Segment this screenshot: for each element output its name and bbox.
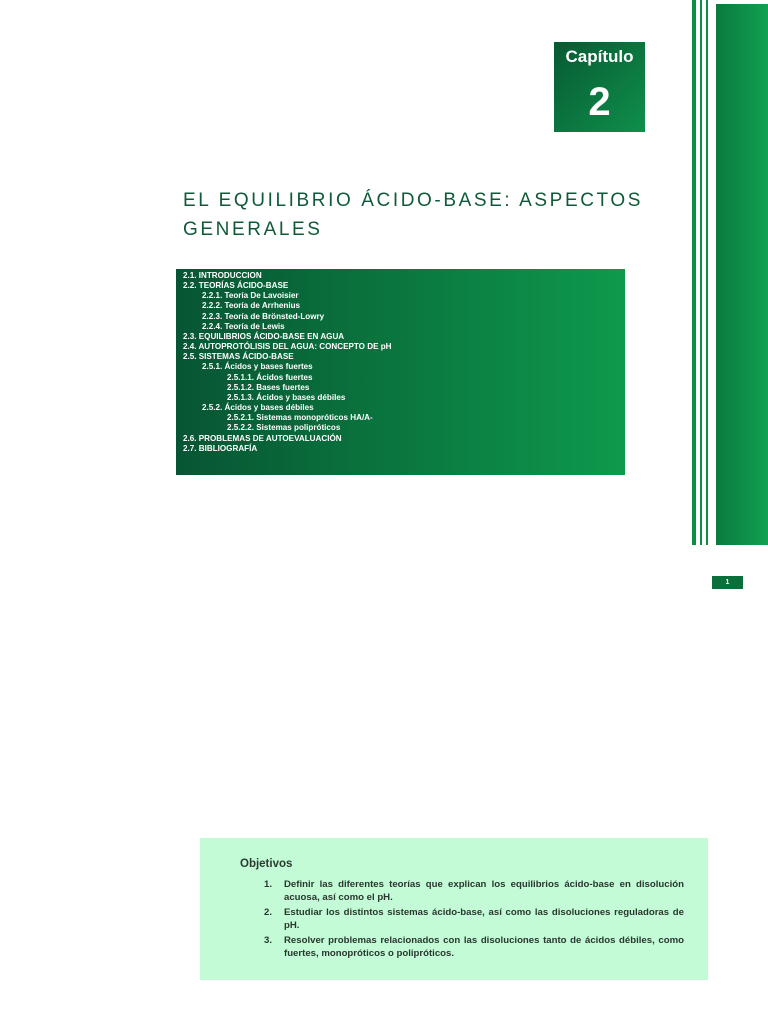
chapter-label: Capítulo — [565, 47, 634, 66]
toc-entry: 2.5.1.2. Bases fuertes — [227, 382, 310, 392]
toc-entry: 2.4. AUTOPROTÓLISIS DEL AGUA: CONCEPTO DE pH — [183, 342, 392, 352]
toc-entry: 2.5. SISTEMAS ÁCIDO-BASE — [183, 352, 294, 362]
table-of-contents — [176, 269, 625, 475]
objective-item — [240, 879, 684, 904]
toc-entry: 2.5.2.2. Sistemas polipróticos — [227, 423, 341, 433]
objective-text: Estudiar los distintos sistemas ácido-base, así como las disoluciones reguladoras de pH. — [284, 906, 684, 931]
toc-entry: 2.6. PROBLEMAS DE AUTOEVALUACIÓN — [183, 433, 342, 443]
toc-entry: 2.2.4. Teoría de Lewis — [202, 321, 285, 331]
chapter-number: 2 — [588, 80, 611, 124]
objectives-heading: Objetivos — [240, 858, 293, 870]
toc-entry: 2.2. TEORÍAS ÁCIDO-BASE — [183, 281, 289, 291]
objective-item — [240, 935, 684, 960]
toc-entry: 2.3. EQUILIBRIOS ÁCIDO-BASE EN AGUA — [183, 331, 345, 341]
chapter-title: EL EQUILIBRIO ÁCIDO-BASE: ASPECTOS GENERALES — [183, 190, 644, 240]
toc-entry: 2.2.3. Teoría de Brönsted-Lowry — [202, 311, 325, 321]
toc-entry: 2.5.2. Ácidos y bases débiles — [202, 403, 314, 413]
objectives-list — [240, 879, 684, 960]
toc-entry: 2.2.1. Teoría De Lavoisier — [202, 291, 299, 301]
objective-text: Definir las diferentes teorías que explican los equilibrios ácido-base en disolución acuosa, así como el pH. — [284, 879, 684, 903]
toc-entry: 2.5.1.1. Ácidos fuertes — [227, 372, 313, 382]
page-number: 1 — [712, 576, 743, 589]
toc-entry: 2.2.2. Teoría de Arrhenius — [202, 301, 301, 311]
toc-entry: 2.1. INTRODUCCION — [183, 271, 262, 280]
toc-entry: 2.5.1. Ácidos y bases fuertes — [202, 362, 313, 372]
chapter-badge — [554, 42, 645, 132]
objectives-box — [200, 838, 708, 980]
objective-number: 2. — [264, 906, 273, 918]
decorative-side-band — [686, 0, 768, 545]
objective-number: 1. — [264, 879, 273, 890]
objective-text: Resolver problemas relacionados con las disoluciones tanto de ácidos débiles, como fuertes, monopróticos o polipróticos. — [284, 934, 684, 959]
toc-entry: 2.7. BIBLIOGRAFÍA — [183, 443, 258, 453]
objective-item — [240, 907, 684, 932]
toc-entry: 2.5.2.1. Sistemas monopróticos HA/A- — [227, 413, 373, 423]
toc-entry: 2.5.1.3. Ácidos y bases débiles — [227, 392, 346, 402]
objective-number: 3. — [264, 934, 273, 946]
